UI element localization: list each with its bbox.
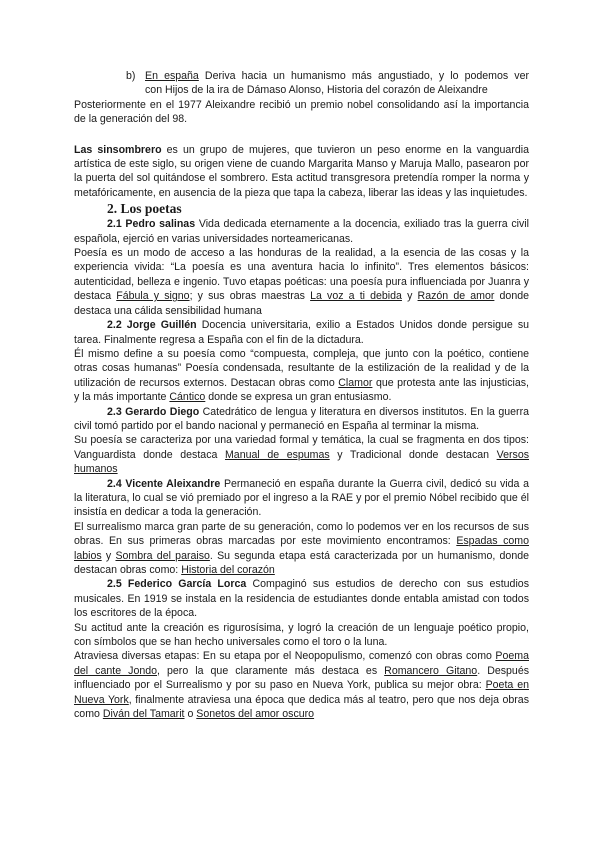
work-title: Fábula y signo <box>116 290 190 303</box>
work-title: Poema del cante Jondo <box>74 650 529 677</box>
work-title: Versos humanos <box>74 448 530 476</box>
item-b-link: En españa <box>145 70 199 82</box>
aleixandre-body: El surrealismo marca gran parte de su generación, como lo podemos ver en los recursos de sus obras. En sus primeras obras marcadas por este movimiento encontramos: Espadas como labios y Sombra del paraiso. Su segunda etapa está caracterizada por un humanismo, donde destacan obras como: Historia del corazón <box>74 520 529 576</box>
work-title: Sonetos del amor oscuro <box>196 708 315 721</box>
sinsombrero-term: Las sinsombrero <box>74 143 162 156</box>
lorca-style: Su actitud ante la creación es rigurosísima, y logró la creación de un lenguaje poético propio, con símbolos que se han hecho universales como el toro o la luna. <box>74 621 529 649</box>
lorca-stages: Atraviesa diversas etapas: En su etapa por el Neopopulismo, comenzó con obras como Poema del cante Jondo, pero la que claramente más destaca es Romancero Gitano. Después influenciado por el Surrealismo y por su paso en Nueva York, publica su mejor obra: Poeta en Nueva York, finalmente atraviesa una época que dedica más al teatro, pero que nos deja obras como Diván del Tamarit o Sonetos del amor oscuro <box>74 650 530 721</box>
work-title: Poeta en Nueva York <box>74 679 529 706</box>
work-title: La voz a ti debida <box>310 290 402 303</box>
diego-intro: 2.3 Gerardo Diego Catedrático de lengua y literatura en diversos institutos. En la guerra civil tomó partido por el bando nacional y permaneció en España al terminar la misma. <box>74 405 529 432</box>
work-title: Razón de amor <box>417 290 495 303</box>
salinas-body: Poesía es un modo de acceso a las honduras de la realidad, a la esencia de las cosas y la experiencia vivida: “La poesía es una aventura hacia lo infinito”. Tres elementos básicos: autenticidad, belleza e ingenio. Tuvo etapas poéticas: una poesía pura influenciada por Juanra y destaca Fábula y signo; y sus obras maestras La voz a ti debida y Razón de amor donde destaca una cálida sensibilidad humana <box>74 247 529 317</box>
work-title: Espadas como labios <box>74 535 529 562</box>
work-title: Romancero Gitano <box>384 664 478 677</box>
guillen-intro: 2.2 Jorge Guillén Docencia universitaria, exilio a Estados Unidos donde persigue su tarea. Finalmente regresa a España con el fin de la dictadura. <box>74 319 530 346</box>
spacer <box>74 127 529 143</box>
lorca-intro: 2.5 Federico García Lorca Compaginó sus estudios de derecho con sus estudios musicales. En 1919 se instala en la residencia de estudiantes donde entabla amistad con todos los escritores de la época. <box>74 578 529 620</box>
list-item-b: b) En españa Deriva hacia un humanismo más angustiado, y lo podemos ver <box>126 70 529 82</box>
work-title: Sombra del paraiso <box>115 549 210 562</box>
sinsombrero-paragraph: Las sinsombrero es un grupo de mujeres, que tuvieron un peso enorme en la vanguardia artística de este siglo, su origen viene de cuando Margarita Manso y Maruja Mallo, pasearon por la puerta del sol quitándose el sombrero. Esta actitud transgresora pretendía romper la norma y metafóricamente, en ausencia de la pieza que tapa la cabeza, liberar las ideas y las inquietudes. <box>74 143 529 199</box>
work-title: Clamor <box>338 376 373 389</box>
document-page <box>74 69 529 721</box>
diego-body: Su poesía se caracteriza por una variedad formal y temática, la cual se fragmenta en dos tipos: Vanguardista donde destaca Manual de espumas y Tradicional donde destacan Versos humanos <box>74 434 530 476</box>
aleixandre-intro: 2.4 Vicente Aleixandre Permaneció en españa durante la Guerra civil, dedicó su vida a la literatura, lo cual se vió premiado por el ingreso a la RAE y por el premio Nóbel recibido que él insistía en dedicar a toda la generación. <box>74 477 529 519</box>
salinas-intro: 2.1 Pedro salinas Vida dedicada eternamente a la docencia, exiliado tras la guerra civil española, ejerció en varias universidades norteamericanas. <box>74 218 530 245</box>
work-title: Diván del Tamarit <box>102 708 185 721</box>
guillen-heading: 2.2 Jorge Guillén <box>107 319 197 332</box>
work-title: Cántico <box>169 391 206 404</box>
diego-heading: 2.3 Gerardo Diego <box>107 405 200 418</box>
work-title: Manual de espumas <box>224 448 330 461</box>
list-marker: b) <box>126 70 136 82</box>
lorca-heading: 2.5 Federico García Lorca <box>107 578 247 591</box>
section-title: 2. Los poetas <box>107 201 182 217</box>
guillen-body: Él mismo define a su poesía como “compuesta, compleja, que junto con la poético, contiene otras cosas humanas” Poesía condensada, resultante de la estilización de la realidad y de la utilización de recursos externos. Destacan obras como Clamor que protesta ante las injusticias, y la más importante Cántico donde se expresa un gran entusiasmo. <box>74 347 529 404</box>
nobel-paragraph: Posteriormente en el 1977 Aleixandre recibió un premio nobel consolidando así la importancia de la generación del 98. <box>74 98 529 126</box>
salinas-heading: 2.1 Pedro salinas <box>107 218 196 231</box>
aleixandre-heading: 2.4 Vicente Aleixandre <box>107 477 221 490</box>
list-item-b-continuation: con Hijos de la ira de Dámaso Alonso, Historia del corazón de Aleixandre <box>145 84 488 97</box>
work-title: Historia del corazón <box>181 564 275 576</box>
